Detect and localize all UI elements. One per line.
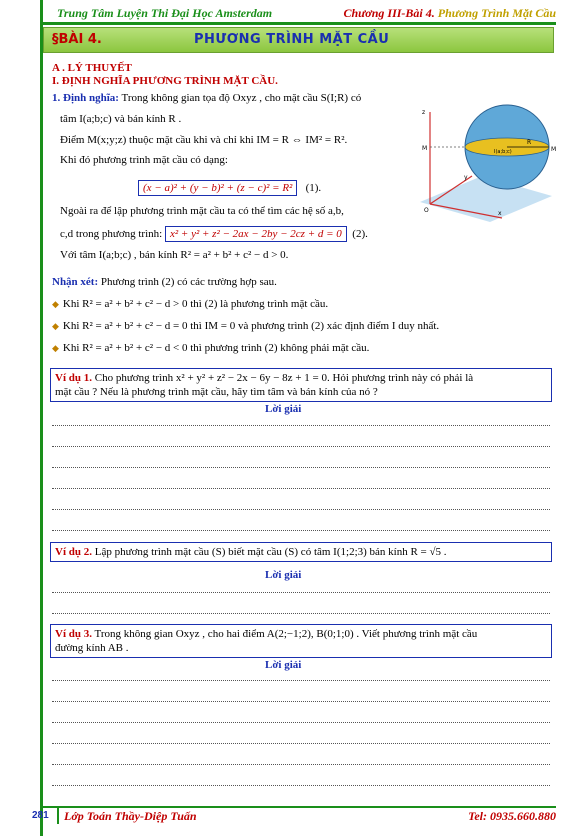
formula-1-row bbox=[138, 181, 321, 195]
figure-label-m2: M bbox=[551, 146, 557, 153]
example-3-solution-heading: Lời giải bbox=[265, 659, 302, 671]
example-3-text-1: Trong không gian Oxyz , cho hai điểm A(2;−1;2), B(0;1;0) . Viết phương trình mặt cầu bbox=[92, 628, 478, 640]
example-1-text-2: mặt cầu ? Nếu là phương trình mặt cầu, hãy tìm tâm và bán kính của nó ? bbox=[55, 386, 378, 398]
remark-bullet-2 bbox=[52, 319, 439, 333]
answer-line bbox=[52, 592, 550, 594]
formula-1-number: (1). bbox=[305, 182, 322, 194]
definition-line-1 bbox=[52, 91, 361, 105]
sphere-figure bbox=[412, 104, 560, 222]
figure-label-m: M bbox=[422, 145, 428, 152]
example-1-line-1 bbox=[55, 371, 547, 385]
answer-line bbox=[52, 613, 550, 615]
answer-line bbox=[52, 446, 550, 448]
footer-teacher: Lớp Toán Thầy-Diệp Tuấn bbox=[64, 809, 197, 823]
example-3-label: Ví dụ 3. bbox=[55, 628, 92, 640]
answer-line bbox=[52, 701, 550, 703]
header-chapter-main: Chương III-Bài 4. bbox=[343, 6, 435, 20]
figure-label-y: y bbox=[464, 174, 468, 181]
definition-line-5: Ngoài ra để lập phương trình mặt cầu ta có thể tìm các hệ số a,b, bbox=[60, 205, 344, 217]
footer-divider bbox=[40, 806, 556, 808]
left-margin-bar bbox=[40, 0, 43, 836]
definition-line-3: Điểm M(x;y;z) thuộc mặt cầu khi và chỉ khi IM = R ⇔ IM² = R². bbox=[60, 134, 348, 146]
figure-label-z: z bbox=[422, 109, 426, 116]
answer-line bbox=[52, 488, 550, 490]
example-3-text-2: đường kính AB . bbox=[55, 642, 129, 654]
figure-label-center: I(a;b;c) bbox=[494, 149, 512, 155]
answer-line bbox=[52, 785, 550, 787]
remark-bullet-1-text: Khi R² = a² + b² + c² − d > 0 thì (2) là phương trình mặt cầu. bbox=[62, 298, 329, 310]
answer-line bbox=[52, 425, 550, 427]
example-1-box bbox=[50, 368, 552, 402]
lesson-title: PHƯƠNG TRÌNH MẶT CẦU bbox=[194, 32, 390, 47]
definition-line-6 bbox=[60, 227, 368, 241]
answer-line bbox=[52, 467, 550, 469]
answer-line bbox=[52, 743, 550, 745]
example-2-solution-heading: Lời giải bbox=[265, 569, 302, 581]
remark-bullet-3 bbox=[52, 341, 369, 355]
definition-text-1: Trong không gian tọa độ Oxyz , cho mặt cầu S(I;R) có bbox=[118, 92, 362, 104]
section-i-heading: I. ĐỊNH NGHĨA PHƯƠNG TRÌNH MẶT CẦU. bbox=[52, 75, 278, 87]
example-2-label: Ví dụ 2. bbox=[55, 546, 92, 558]
example-2-line-1 bbox=[55, 545, 547, 559]
bullet-icon: ◆ bbox=[52, 321, 59, 331]
example-2-box bbox=[50, 542, 552, 562]
bullet-icon: ◆ bbox=[52, 343, 59, 353]
remark-label: Nhận xét: bbox=[52, 276, 99, 288]
answer-line bbox=[52, 764, 550, 766]
lesson-number: §BÀI 4. bbox=[52, 32, 102, 47]
example-3-line-1 bbox=[55, 627, 547, 641]
definition-line-2: tâm I(a;b;c) và bán kính R . bbox=[60, 113, 182, 125]
header-divider bbox=[40, 22, 556, 25]
answer-line bbox=[52, 509, 550, 511]
figure-label-x: x bbox=[498, 210, 502, 217]
section-a-heading: A . LÝ THUYẾT bbox=[52, 62, 132, 74]
bullet-icon: ◆ bbox=[52, 299, 59, 309]
remark-bullet-1 bbox=[52, 297, 328, 311]
header-chapter bbox=[343, 6, 556, 21]
answer-line bbox=[52, 722, 550, 724]
answer-line bbox=[52, 680, 550, 682]
header-chapter-accent: Phương Trình Mặt Cầu bbox=[434, 6, 556, 20]
example-3-box bbox=[50, 624, 552, 658]
figure-label-o: O bbox=[424, 207, 429, 214]
formula-2-number: (2). bbox=[352, 228, 368, 240]
lesson-banner bbox=[43, 27, 554, 53]
remark-bullet-3-text: Khi R² = a² + b² + c² − d < 0 thì phương trình (2) không phải mặt cầu. bbox=[62, 342, 370, 354]
example-2-text-1: Lập phương trình mặt cầu (S) biết mặt cầu (S) có tâm I(1;2;3) bán kính R = √5 . bbox=[92, 546, 447, 558]
page-number: 281 bbox=[32, 810, 49, 821]
figure-label-r: R bbox=[527, 139, 532, 146]
remark-text: Phương trình (2) có các trường hợp sau. bbox=[98, 276, 277, 288]
remark-line bbox=[52, 275, 277, 289]
footer-phone: Tel: 0935.660.880 bbox=[468, 809, 556, 823]
remark-bullet-2-text: Khi R² = a² + b² + c² − d = 0 thì IM = 0 và phương trình (2) xác định điểm I duy nhất. bbox=[62, 320, 440, 332]
header-center-name: Trung Tâm Luyện Thi Đại Học Amsterdam bbox=[57, 6, 273, 20]
formula-1: (x − a)² + (y − b)² + (z − c)² = R² bbox=[138, 180, 297, 196]
definition-label: 1. Định nghĩa: bbox=[52, 92, 119, 104]
example-1-text-1: Cho phương trình x² + y² + z² − 2x − 6y − 8z + 1 = 0. Hỏi phương trình này có phải là bbox=[92, 372, 474, 384]
example-1-label: Ví dụ 1. bbox=[55, 372, 92, 384]
definition-line-4: Khi đó phương trình mặt cầu có dạng: bbox=[60, 154, 228, 166]
answer-line bbox=[52, 530, 550, 532]
formula-2: x² + y² + z² − 2ax − 2by − 2cz + d = 0 bbox=[165, 226, 347, 242]
definition-text-6: c,d trong phương trình: bbox=[60, 228, 163, 240]
footer-separator bbox=[57, 808, 59, 824]
example-1-solution-heading: Lời giải bbox=[265, 403, 302, 415]
definition-line-7: Với tâm I(a;b;c) , bán kính R² = a² + b² + c² − d > 0. bbox=[60, 249, 289, 261]
